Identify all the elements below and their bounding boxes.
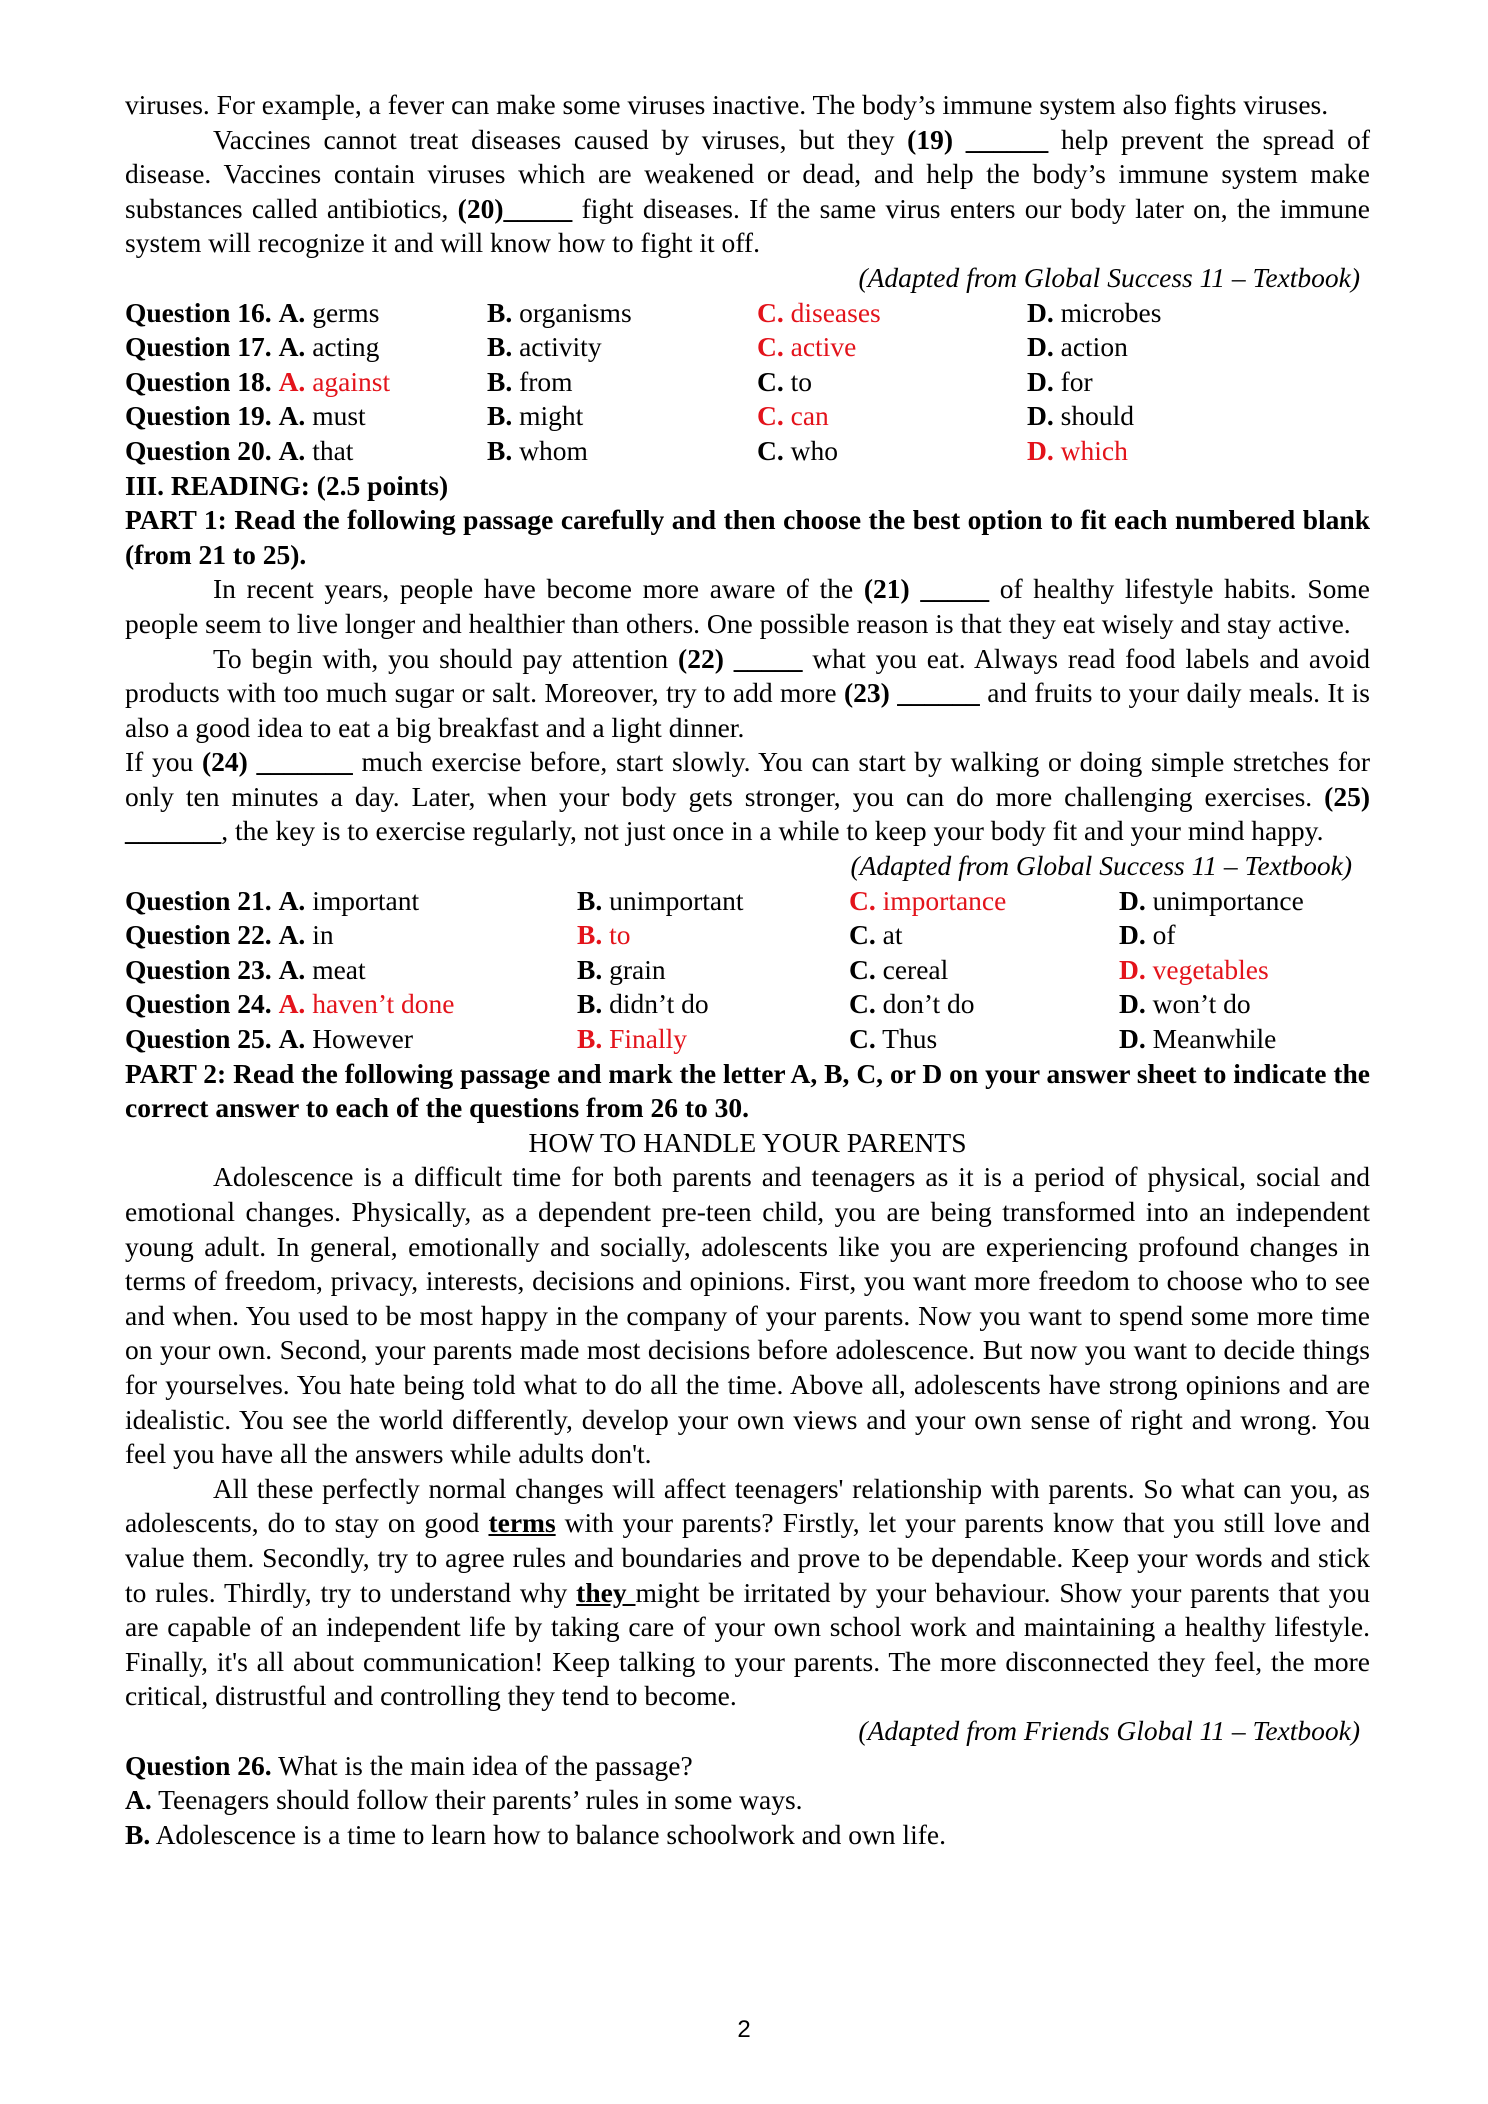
paragraph-diet: To begin with, you should pay attention (22) _____ what you eat. Always read food labels and avoid products with too much sugar or salt. Moreover, try to add more (23) ______ and fruits to your daily meals. It is also a good idea to eat a big breakfast and a light dinner. [125,642,1371,743]
source-citation: (Adapted from Global Success 11 – Textbook) [858,261,1360,293]
question-row [125,330,1370,365]
question-row [125,296,1370,331]
question-block-21-25 [125,884,1370,1057]
option-b: B. organisms [487,296,632,328]
option-a: Question 22. A. in [125,919,334,951]
option-c: C. Thus [849,1023,938,1055]
option-c: C. who [757,434,838,466]
question-row [125,918,1370,953]
option-a: Question 18. A. against [125,365,391,397]
question-row [125,953,1370,988]
source-citation: (Adapted from Friends Global 11 – Textbook) [858,1714,1360,1746]
option-b: B. grain [577,953,666,985]
option-a: Question 24. A. haven’t done [125,988,455,1020]
option-b: B. activity [487,331,602,363]
option-c: C. active [757,331,857,363]
option-d: D. action [1027,331,1128,363]
option-c: C. at [849,919,903,951]
option-d: D. Meanwhile [1119,1023,1277,1055]
question-row [125,884,1370,919]
option-d: D. vegetables [1119,953,1269,985]
option-b: B. didn’t do [577,988,709,1020]
question-row [125,987,1370,1022]
option-a: Question 19. A. must [125,400,366,432]
paragraph-vaccines: Vaccines cannot treat diseases caused by viruses, but they (19) ______ help prevent the spread of disease. Vaccines contain viruses which are weakened or dead, and help the body’s immune system make substances called antibiotics, (20)_____ fight diseases. If the same virus enters our body later on, the immune system will recognize it and will know how to fight it off. [125,123,1370,259]
option-c: C. can [757,400,829,432]
section-heading: III. READING: (2.5 points) [125,469,449,501]
part2-instruction: PART 2: Read the following passage and mark the letter A, B, C, or D on your answer sheet to indicate the correct answer to each of the questions from 26 to 30. [125,1057,1370,1124]
question-row [125,399,1370,434]
paragraph-relationship: All these perfectly normal changes will affect teenagers' relationship with parents. So what can you, as adolescents, do to stay on good terms with your parents? Firstly, let your parents know that you still love and value them. Secondly, try to agree rules and boundaries and prove to be dependable. Keep your words and stick to rules. Thirdly, try to understand why they might be irritated by your behaviour. Show your parents that you are capable of an independent life by taking care of your own school work and maintaining a healthy lifestyle. Finally, it's all about communication! Keep talking to your parents. The more disconnected they feel, the more critical, distrustful and controlling they tend to become. [125,1472,1370,1712]
option-c: C. cereal [849,953,949,985]
option-c: C. don’t do [849,988,975,1020]
question-26-option-a: A. Teenagers should follow their parents’ rules in some ways. [125,1784,803,1816]
option-d: D. which [1027,434,1128,466]
underlined-word-they: they [576,1576,636,1608]
option-c: C. importance [849,884,1007,916]
page-number: 2 [737,2016,751,2043]
document-page [125,88,1370,1852]
option-d: D. of [1119,919,1176,951]
question-26: Question 26. What is the main idea of the passage? [125,1749,693,1781]
option-d: D. unimportance [1119,884,1304,916]
option-b: B. from [487,365,573,397]
option-c: C. to [757,365,813,397]
question-block-16-20 [125,296,1370,469]
option-d: D. microbes [1027,296,1162,328]
option-a: Question 17. A. acting [125,331,380,363]
question-row [125,365,1370,400]
option-b: B. Finally [577,1023,688,1055]
option-a: Question 21. A. important [125,884,420,916]
paragraph-viruses: viruses. For example, a fever can make some viruses inactive. The body’s immune system also fights viruses. [125,89,1329,120]
source-citation: (Adapted from Global Success 11 – Textbook) [850,850,1352,882]
option-c: C. diseases [757,296,881,328]
option-b: B. unimportant [577,884,744,916]
part1-instruction: PART 1: Read the following passage carefully and then choose the best option to fit each numbered blank (from 21 to 25). [125,504,1370,570]
option-b: B. whom [487,434,588,466]
option-b: B. might [487,400,584,432]
underlined-word-terms: terms [488,1507,556,1539]
option-a: Question 23. A. meat [125,953,366,985]
option-a: Question 20. A. that [125,434,354,466]
question-26-option-b: B. Adolescence is a time to learn how to balance schoolwork and own life. [125,1818,946,1850]
option-b: B. to [577,919,631,951]
passage-title: HOW TO HANDLE YOUR PARENTS [528,1126,967,1158]
paragraph-adolescence: Adolescence is a difficult time for both parents and teenagers as it is a period of physical, social and emotional changes. Physically, as a dependent pre-teen child, you are being transformed into an independent young adult. In general, emotionally and socially, adolescents like you are experiencing profound changes in terms of freedom, privacy, interests, decisions and opinions. First, you want more freedom to choose who to see and when. You used to be most happy in the company of your parents. Now you want to spend some more time on your own. Second, your parents made most decisions before adolescence. But now you want to decide things for yourselves. You hate being told what to do all the time. Above all, adolescents have strong opinions and are idealistic. You see the world differently, develop your own views and your own sense of right and wrong. You feel you have all the answers while adults don't. [125,1161,1370,1470]
paragraph-exercise: If you (24) _______ much exercise before, start slowly. You can start by walking or doing simple stretches for only ten minutes a day. Later, when your body gets stronger, you can do more challenging exercises. (25) _______, the key is to exercise regularly, not just once in a while to keep your body fit and your mind happy. [125,746,1370,847]
paragraph-healthy-habits: In recent years, people have become more aware of the (21) _____ of healthy lifestyle habits. Some people seem to live longer and healthier than others. One possible reason is that they eat wisely and stay active. [125,573,1370,639]
option-a: Question 25. A. However [125,1023,413,1055]
question-row [125,1022,1370,1057]
option-a: Question 16. A. germs [125,296,380,328]
option-d: D. for [1027,365,1093,397]
question-row [125,434,1370,469]
option-d: D. should [1027,400,1134,432]
option-d: D. won’t do [1119,988,1251,1020]
